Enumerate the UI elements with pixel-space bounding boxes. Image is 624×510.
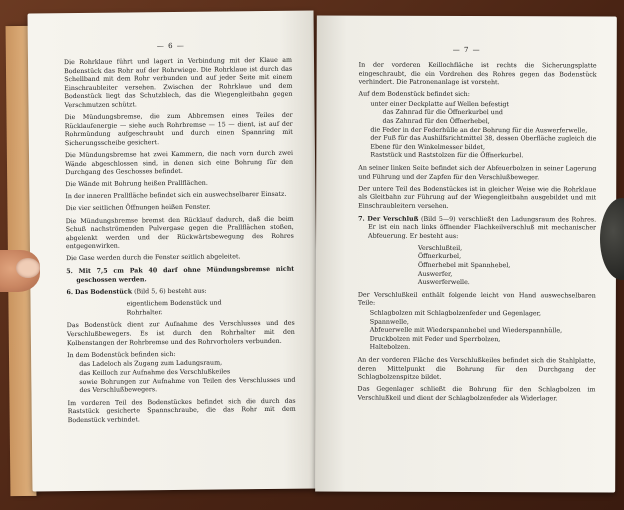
verschluss-parts-list bbox=[358, 244, 596, 288]
paragraph: An der vorderen Fläche des Verschlußkeiles befindet sich die Stahlplatte, deren Mittelpunkt die Bohrung für den Durchgang der Schlagbolzenspitze bildet. bbox=[357, 356, 596, 382]
right-page-text bbox=[315, 61, 616, 403]
page-number: — 7 — bbox=[452, 45, 481, 55]
list-item: das Zahnrad für den Öffnerhebel, bbox=[382, 117, 490, 126]
paragraph: In der vorderen Keillochfläche ist rechts die Sicherungsplatte eingeschraubt, die ein Vordrehen des Rohres gegen das Bodenstück verhindert. Die Patronenanlage ist vorsteht. bbox=[358, 61, 597, 87]
paragraph: An seiner linken Seite befindet sich der Abfeuerbolzen in seiner Lagerung und Führung und der Zapfen für den Verschlußbeweger. bbox=[358, 164, 597, 181]
list-item: Auswerferwelle. bbox=[417, 278, 470, 287]
paragraph: Die vier seitlichen Öffnungen heißen Fenster. bbox=[65, 204, 211, 213]
paragraph: Das Bodenstück dient zur Aufnahme des Verschlusses und des Verschlußbewegers. Es ist durch den Rohrhalter mit den Kolbenstangen der Rohrbremse und des Rohrvorholers verbunden. bbox=[66, 320, 295, 347]
left-page bbox=[28, 11, 319, 492]
paragraph: Der Verschlußkeil enthält folgende leicht von Hand auswechselbaren Teile: bbox=[357, 291, 596, 308]
left-page-text bbox=[28, 57, 318, 426]
paragraph: Die Mündungsbremse bremst den Rücklauf dadurch, daß die beim Schuß nachströmenden Pulvergase gegen die Prallflächen stoßen, abgelenkt werden und der Rückwärtsbewegung des Rohres entgegenwirken. bbox=[65, 215, 294, 251]
section-heading: Das Bodenstück bbox=[74, 288, 133, 297]
paragraph: Der untere Teil des Bodenstückes ist in gleicher Weise wie die Rohrklaue als Gleitbahn zur Führung auf der Wiegengleitbahn ausgebildet und mit Einschraubleitern versehen. bbox=[358, 185, 597, 210]
section-heading: Der Verschluß bbox=[367, 215, 419, 223]
list-item: das Keilloch zur Aufnahme des Verschlußkeiles bbox=[79, 368, 231, 377]
list-item: das Zahnrad für die Öffnerkurbel und bbox=[382, 109, 503, 117]
inner-items-list bbox=[67, 359, 295, 396]
section-6 bbox=[66, 287, 294, 298]
list-item: Abfeuerwelle mit Wiederspannhebel und Wiederspannhülle, bbox=[369, 326, 563, 335]
paragraph: Auf dem Bodenstück befindet sich: bbox=[358, 90, 470, 99]
list-item: eigentlichem Bodenstück und bbox=[126, 299, 222, 308]
list-item: Öffnerkurbel, bbox=[417, 253, 462, 261]
thumbnail-nail bbox=[16, 258, 40, 278]
list-item: Verschlußteil, bbox=[418, 244, 463, 252]
list-item: Rohrhalter. bbox=[126, 308, 163, 317]
paragraph: In der inneren Prallfläche befindet sich ein auswechselbarer Einsatz. bbox=[65, 191, 287, 201]
list-item: Spannwelle, bbox=[369, 318, 409, 326]
list-item: Schlagbolzen mit Schlagbolzenfeder und Gegenlager, bbox=[369, 309, 541, 318]
list-item: sowie Bohrungen zur Aufnahme von Teilen des Verschlusses und des Verschlußbewegers. bbox=[79, 376, 296, 395]
bodenstueck-items-list bbox=[358, 100, 596, 161]
section-text: (Bild 5, 6) besteht aus: bbox=[132, 287, 207, 296]
parts-list bbox=[67, 299, 295, 319]
list-item: Öffnerhebel mit Spannhebel, bbox=[417, 261, 511, 270]
list-item: das Ladeloch als Zugang zum Ladungsraum, bbox=[79, 359, 223, 369]
paragraph: Die Mündungsbremse hat zwei Kammern, die nach vorn durch zwei Wände abgeschlossen sind, in denen sich eine Bohrung für den Durchgang des Geschosses befindet. bbox=[64, 149, 294, 177]
page-number: — 6 — bbox=[156, 41, 185, 51]
list-item: Auswerfer, bbox=[417, 270, 453, 278]
section-5 bbox=[66, 266, 294, 286]
paragraph: Im vorderen Teil des Bodenstückes befindet sich die durch das Raststück gesicherte Spannschraube, die das Rohr mit dem Bodenstück verbindet. bbox=[67, 397, 296, 424]
paragraph: In dem Bodenstück befinden sich: bbox=[67, 350, 176, 359]
list-item: die Feder in der Federhülle an der Bohrung für die Auswerferwelle, bbox=[370, 126, 588, 135]
list-item: unter einer Deckplatte auf Wellen befestigt bbox=[370, 100, 509, 109]
section-text: (Bild 5—9) verschließt den Ladungsraum des Rohres. Er ist ein nach links öffnender Flachkeilverschluß mit mechanischer Abfeuerung. Er besteht aus: bbox=[368, 215, 597, 240]
list-item: Haltebolzen. bbox=[369, 343, 411, 352]
list-item: der Fuß für das Aushilfsrichtmittel 38, dessen Oberfläche zugleich die Ebene für den Winkelmesser bildet, bbox=[370, 134, 597, 151]
section-number: 6. bbox=[66, 289, 74, 297]
section-number: 7. bbox=[358, 215, 365, 223]
paragraph: Das Gegenlager schließt die Bohrung für den Schlagbolzen im Verschlußkeil und dient der Schlagbolzenfeder als Widerlager. bbox=[357, 385, 596, 403]
verschlusskeil-items-list bbox=[358, 310, 596, 354]
section-text: Mit 7,5 cm Pak 40 darf ohne Mündungsbremse nicht geschossen werden. bbox=[76, 265, 295, 284]
paragraph: Die Wände mit Bohrung heißen Prallflächen. bbox=[65, 179, 208, 189]
paragraph: Die Rohrklaue führt und lagert in Verbindung mit der Klaue am Bodenstück das Rohr auf der Rohrwiege. Die Rohrklaue ist durch das Schellband mit dem Rohr verbunden und auf jeder Seite mit einem Einschraubleiter versehen. Zwischen der Rohrklaue und dem Bodenstück liegt das Schutzblech, das die Wiegengleitbahn gegen Verschmutzen schützt. bbox=[63, 56, 293, 110]
right-page bbox=[315, 15, 617, 492]
section-number: 5. bbox=[66, 268, 73, 276]
list-item: Druckbolzen mit Feder und Sperrbolzen, bbox=[369, 335, 501, 343]
list-item: Raststück und Raststolzen für die Öffnerkurbel. bbox=[370, 152, 524, 160]
paragraph: Die Mündungsbremse, die zum Abbremsen eines Teiles der Rücklaufenergie — siehe auch Rohrbremse — 15 — dient, ist auf der Rohrmündung aufgeschraubt und durch einen Spannring mit Sicherungsscheibe gesichert. bbox=[64, 111, 293, 147]
section-7 bbox=[358, 215, 596, 242]
paragraph: Die Gase werden durch die Fenster seitlich abgeleitet. bbox=[66, 253, 241, 263]
